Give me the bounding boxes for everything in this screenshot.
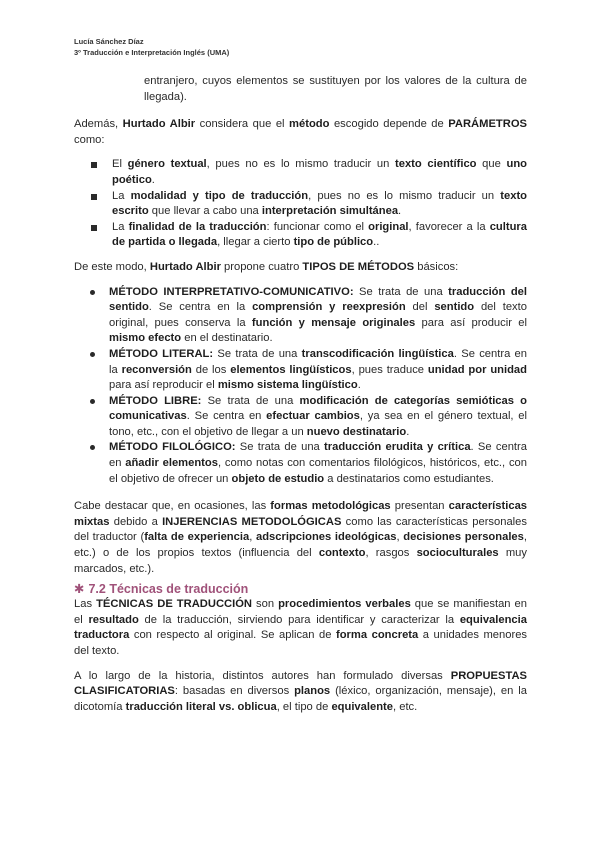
star-icon: ✱: [74, 582, 85, 597]
paragraph-injerencias: Cabe destacar que, en ocasiones, las formas metodológicas presentan características mixtas debido a INJERENCIAS METODOLÓGICAS como las características personales del traductor (falta de experiencia, adscripciones ideológicas, decisiones personales, etc.) o de los propios textos (influencia del contexto, rasgos socioculturales muy marcados, etc.).: [74, 500, 528, 575]
list-item: El género textual, pues no es lo mismo traducir un texto científico que uno poético.: [74, 157, 527, 188]
list-item: La modalidad y tipo de traducción, pues no es lo mismo traducir un texto escrito que llevar a cabo una interpretación simultánea.: [74, 189, 527, 220]
round-bullet-icon: [90, 399, 95, 404]
list-item: MÉTODO LITERAL: Se trata de una transcodificación lingüística. Se centra en la reconversión de los elementos lingüísticos, pues traduce unidad por unidad para así reproducir el mismo sistema lingüístico.: [74, 347, 527, 394]
paragraph-tecnicas: Las TÉCNICAS DE TRADUCCIÓN son procedimientos verbales que se manifiestan en el resultado de la traducción, sirviendo para identificar y caracterizar la equivalencia traductora con respecto al original. Se aplican de forma concreta a unidades menores del texto.: [74, 598, 528, 657]
round-bullet-icon: [90, 445, 95, 450]
document-body: [74, 74, 527, 715]
square-bullet-icon: [91, 225, 97, 231]
section-title: 7.2 Técnicas de traducción: [88, 582, 249, 597]
list-item: La finalidad de la traducción: funcionar como el original, favorecer a la cultura de partida o llegada, llegar a cierto tipo de público..: [74, 220, 527, 251]
square-bullet-icon: [91, 162, 97, 168]
paragraph-propuestas: A lo largo de la historia, distintos autores han formulado diversas PROPUESTAS CLASIFICATORIAS: basadas en diversos planos (léxico, organización, mensaje), en la dicotomía traducción literal vs. oblicua, el tipo de equivalente, etc.: [74, 669, 527, 713]
header-author: Lucía Sánchez Díaz: [74, 37, 144, 46]
metodos-list: [74, 285, 527, 488]
section-heading: [74, 581, 527, 597]
round-bullet-icon: [90, 352, 95, 357]
square-bullet-icon: [91, 194, 97, 200]
paragraph-tipos-metodos: De este modo, Hurtado Albir propone cuatro TIPOS DE MÉTODOS básicos:: [74, 260, 459, 273]
round-bullet-icon: [90, 290, 95, 295]
list-item: MÉTODO FILOLÓGICO: Se trata de una traducción erudita y crítica. Se centra en añadir elementos, como notas con comentarios filológicos, históricos, etc., con el objetivo de ofrecer un objeto de estudio a destinatarios como estudiantes.: [74, 440, 527, 487]
intro-continuation: entranjero, cuyos elementos se sustituyen por los valores de la cultura de llegada).: [144, 75, 527, 103]
parametros-list: [74, 157, 527, 251]
list-item: MÉTODO INTERPRETATIVO-COMUNICATIVO: Se trata de una traducción del sentido. Se centra en la comprensión y reexpresión del sentido del texto original, pues conserva la función y mensaje originales para así producir el mismo efecto en el destinatario.: [74, 285, 527, 347]
list-item: MÉTODO LIBRE: Se trata de una modificación de categorías semióticas o comunicativas. Se centra en efectuar cambios, ya sea en el género textual, el tono, etc., con el objetivo de llegar a un nuevo destinatario.: [74, 394, 527, 441]
paragraph-parametros: Además, Hurtado Albir considera que el método escogido depende de PARÁMETROS como:: [74, 118, 527, 146]
header-course: 3º Traducción e Interpretación Inglés (UMA): [74, 48, 230, 57]
